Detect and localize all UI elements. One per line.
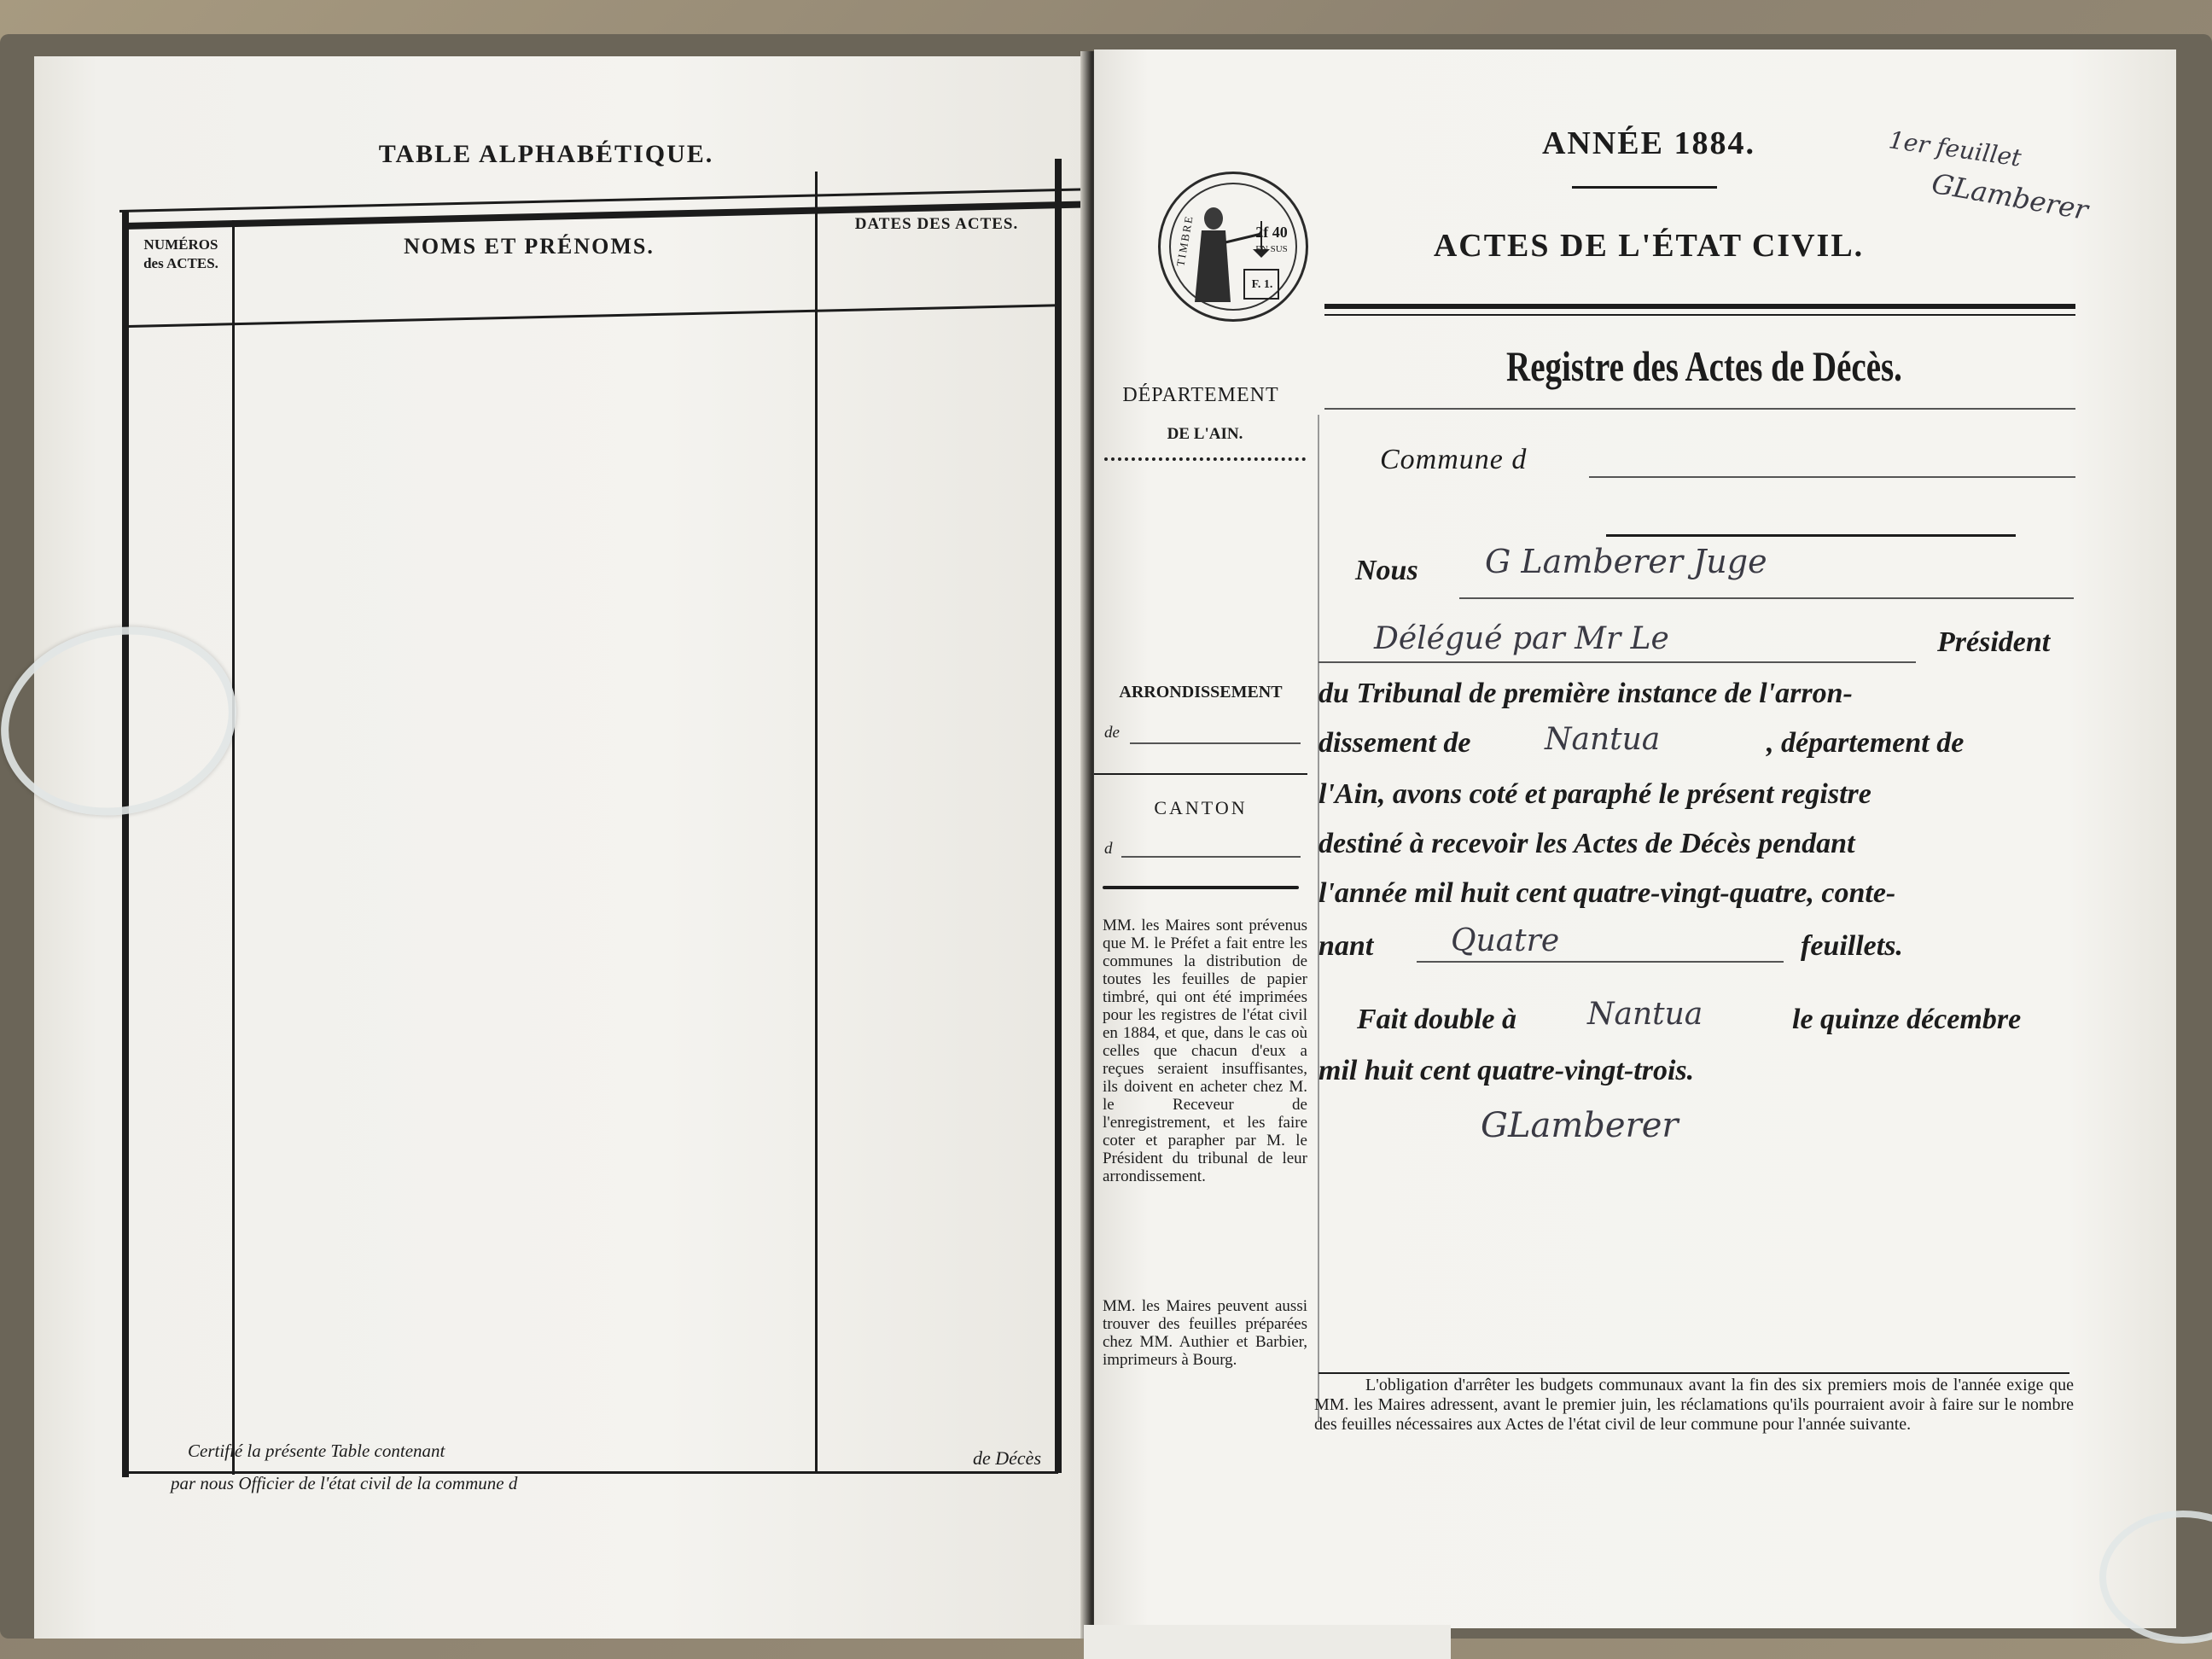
footer-officier: par nous Officier de l'état civil de la commune d (171, 1473, 518, 1493)
stamp-price: 2f 40 (1255, 224, 1288, 241)
line-destine: destiné à recevoir les Actes de Décès pendant (1318, 828, 1855, 859)
nous-label: Nous (1355, 555, 1418, 586)
line-dissement: dissement de (1318, 727, 1471, 759)
sidebar-canton: CANTON (1154, 797, 1248, 818)
col-names-header: NOMS ET PRÉNOMS. (404, 234, 655, 259)
title-thick-rule (1324, 304, 2075, 309)
feuillets-label: feuillets. (1801, 930, 1903, 962)
annotation-signature: GLamberer (1929, 166, 2091, 227)
left-page (34, 56, 1086, 1639)
sidebar-d: d (1104, 840, 1113, 858)
table-left-border (122, 210, 129, 1477)
table-col-divider-1 (232, 220, 235, 1475)
delegue-line (1318, 661, 1916, 663)
sidebar-divider (1318, 415, 1319, 1422)
commune-line (1589, 476, 2075, 478)
sidebar-de-line (1130, 742, 1301, 744)
footnote: L'obligation d'arrêter les budgets communaux avant la fin des six premiers mois de l'année exige que MM. les Maires adressent, avant le premier juin, les réclamations qu'ils pourraient avoir à faire sur le nombre des feuilles nécessaires aux Actes de l'état civil de leur commune pour l'année suivante. (1314, 1376, 2074, 1434)
sidebar-de: de (1104, 724, 1120, 742)
sidebar-d-line (1121, 856, 1301, 858)
col-dates-header: DATES DES ACTES. (854, 215, 1019, 233)
nant-label: nant (1318, 930, 1374, 962)
hand-nantua: Nantua (1545, 722, 1661, 757)
signature: GLamberer (1481, 1106, 1679, 1145)
stamp-price-note: EN SUS (1255, 244, 1288, 254)
year-underline (1572, 186, 1717, 189)
footnote-rule (1318, 1372, 2069, 1374)
line-ain: l'Ain, avons coté et paraphé le présent registre (1318, 778, 1871, 810)
stamp-code: F. 1. (1251, 278, 1273, 291)
date-rest: le quinze décembre (1792, 1004, 2022, 1035)
hand-name: G Lamberer Juge (1485, 543, 1767, 580)
quatre-line (1417, 961, 1784, 963)
ornament-rule (1606, 534, 2016, 537)
nous-line (1459, 597, 2074, 599)
page-tab (1084, 1625, 1451, 1659)
table-col-divider-2 (815, 172, 818, 1473)
line-mil: mil huit cent quatre-vingt-trois. (1318, 1055, 1695, 1086)
year-title: ANNÉE 1884. (1541, 125, 1756, 161)
president-label: Président (1937, 626, 2051, 658)
table-header-rule (128, 304, 1058, 328)
fait-double-label: Fait double à (1357, 1004, 1517, 1035)
line-annee: l'année mil huit cent quatre-vingt-quatre, conte- (1318, 877, 1896, 909)
sidebar-arrondissement: ARRONDISSEMENT (1119, 683, 1283, 701)
line-tribunal: du Tribunal de première instance de l'arron- (1318, 678, 1853, 709)
footer-deces: de Décès (973, 1447, 1042, 1469)
register-underline (1324, 408, 2075, 410)
hand-delegue: Délégué par Mr Le (1374, 621, 1669, 656)
table-title: TABLE ALPHABÉTIQUE. (378, 140, 714, 168)
line-departement: , département de (1767, 727, 1965, 759)
title-thin-rule (1324, 314, 2075, 316)
sidebar-notice-2: MM. les Maires peuvent aussi trouver des feuilles préparées chez MM. Authier et Barbier, imprimeurs à Bourg. (1103, 1297, 1307, 1369)
table-right-border (1055, 159, 1062, 1473)
footer-certifie: Certifié la présente Table contenant (188, 1441, 445, 1461)
sidebar-ornament-2 (1103, 886, 1299, 889)
commune-label: Commune d (1380, 444, 1528, 475)
rubber-band (0, 605, 254, 836)
annotation-feuillet: 1er feuillet (1887, 125, 2023, 172)
sidebar-departement: DÉPARTEMENT (1122, 384, 1279, 406)
sidebar-ornament-1 (1104, 457, 1306, 469)
sidebar-rule-1 (1094, 773, 1307, 775)
register-title: Registre des Actes de Décès. (1506, 342, 1902, 390)
sidebar-de-lain: DE L'AIN. (1167, 425, 1243, 443)
main-title: ACTES DE L'ÉTAT CIVIL. (1433, 228, 1865, 264)
hand-nantua-2: Nantua (1587, 997, 1703, 1032)
sidebar-notice-1: MM. les Maires sont prévenus que M. le Préfet a fait entre les communes la distribution de toutes les feuilles de papier timbré, qui ont été imprimées pour les registres de l'état civil en 1884, et que, dans le cas où celles que chacun d'eux a reçues seraient insuffisantes, ils doivent en acheter chez M. le Receveur de l'enregistrement, et les faire coter et parapher par M. le Président du tribunal de leur arrondissement. (1103, 917, 1307, 1185)
stamp-label: TIMBRE (1173, 213, 1196, 268)
tax-stamp (1158, 172, 1308, 322)
col-numbers-header: NUMÉROS des ACTES. (143, 236, 218, 271)
hand-quatre: Quatre (1451, 923, 1560, 958)
